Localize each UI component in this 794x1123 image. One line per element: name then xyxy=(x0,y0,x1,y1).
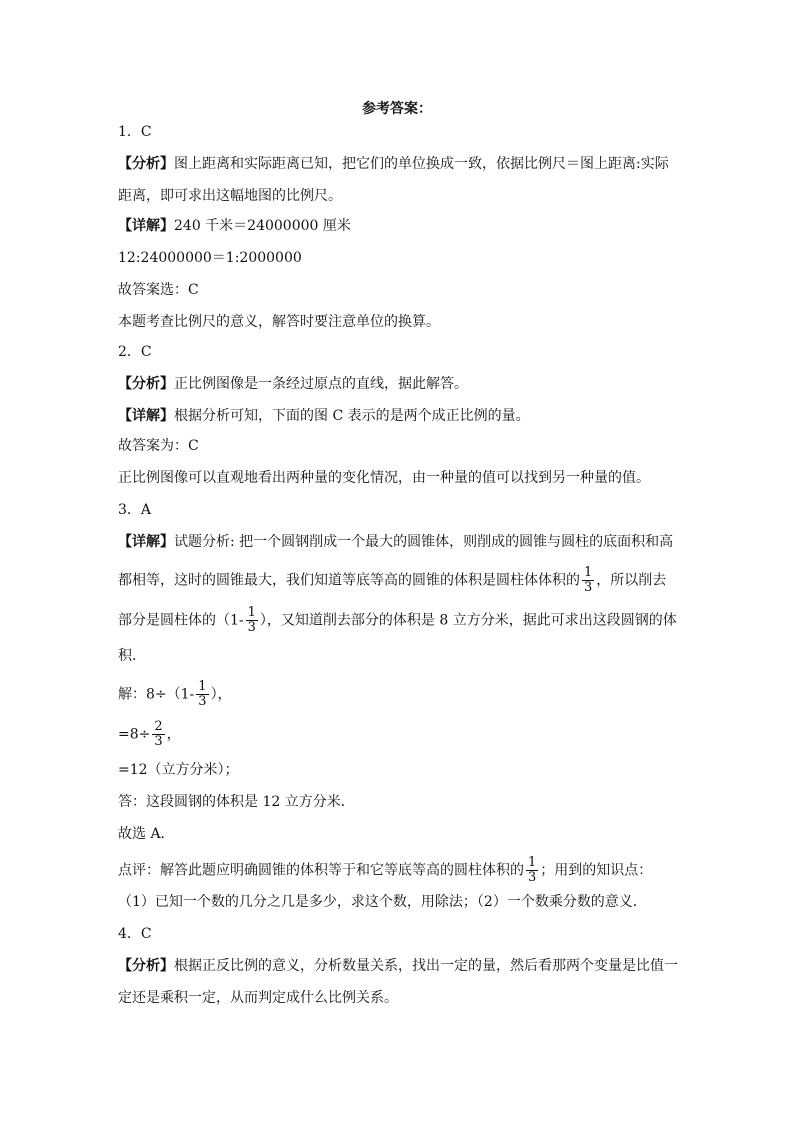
analysis-text: 正比例图像是一条经过原点的直线，据此解答。 xyxy=(174,376,468,392)
text-segment: 都相等，这时的圆锥最大，我们知道等底等高的圆锥的体积是圆柱体体积的 xyxy=(118,572,580,589)
q2-answer: 故答案为：C xyxy=(118,438,199,454)
detail-text: 根据分析可知，下面的图 C 表示的是两个成正比例的量。 xyxy=(174,408,530,424)
detail-text: 试题分析: 把一个圆钢削成一个最大的圆锥体，则削成的圆锥与圆柱的底面积和高 xyxy=(174,534,674,550)
analysis-tag: 【分析】 xyxy=(118,958,174,974)
fraction-numerator: 1 xyxy=(584,565,593,580)
fraction xyxy=(582,566,594,595)
fraction xyxy=(196,680,208,709)
fraction-denominator: 3 xyxy=(154,734,163,749)
fraction-denominator: 3 xyxy=(247,620,256,635)
text-segment: ）， xyxy=(210,686,232,703)
analysis-text: 图上距离和实际距离已知，把它们的单位换成一致，依据比例尺＝图上距离:实际 xyxy=(174,156,669,172)
q1-number: 1．C xyxy=(118,124,152,140)
q3-detail-line-2 xyxy=(118,566,666,595)
detail-tag: 【详解】 xyxy=(118,534,174,550)
q1-analysis-line-1 xyxy=(118,154,669,174)
fraction xyxy=(526,856,538,885)
q3-detail-line-1 xyxy=(118,532,673,552)
fraction-denominator: 3 xyxy=(584,580,593,595)
detail-text: 240 千米＝24000000 厘米 xyxy=(174,218,351,234)
q2-note: 正比例图像可以直观地看出两种量的变化情况，由一种量的值可以找到另一种量的值。 xyxy=(118,470,650,486)
fraction-numerator: 1 xyxy=(247,605,256,620)
detail-tag: 【详解】 xyxy=(118,218,174,234)
q1-analysis-line-2: 距离，即可求出这幅地图的比例尺。 xyxy=(118,188,342,204)
text-segment: ），又知道削去部分的体积是 8 立方分米，据此可求出这段圆钢的体 xyxy=(259,612,677,629)
q2-number: 2．C xyxy=(118,344,152,360)
q4-analysis-line-1 xyxy=(118,956,678,976)
q3-solution-line-1 xyxy=(118,680,232,709)
page-title: 参考答案： xyxy=(362,101,432,117)
q3-number: 3．A xyxy=(118,502,152,518)
fraction xyxy=(246,606,258,635)
q3-solution-line-2 xyxy=(118,720,181,749)
q3-comment-line-1 xyxy=(118,856,652,885)
text-segment: 解：8÷（1- xyxy=(118,686,195,703)
q3-detail-line-4: 积． xyxy=(118,648,146,664)
analysis-text: 根据正反比例的意义，分析数量关系，找出一定的量，然后看那两个变量是比值一 xyxy=(174,958,678,974)
q3-answer: 答：这段圆钢的体积是 12 立方分米． xyxy=(118,794,355,810)
q3-detail-line-3 xyxy=(118,606,677,635)
q1-note: 本题考查比例尺的意义，解答时要注意单位的换算。 xyxy=(118,314,440,330)
q2-analysis-line-1 xyxy=(118,374,468,394)
q3-choice: 故选 A． xyxy=(118,826,175,842)
analysis-tag: 【分析】 xyxy=(118,156,174,172)
q3-comment-line-2: （1）已知一个数的几分之几是多少，求这个数，用除法；（2）一个数乘分数的意义． xyxy=(118,894,647,910)
q1-detail-line-2: 12:24000000＝1:2000000 xyxy=(118,250,302,266)
fraction-numerator: 1 xyxy=(528,855,537,870)
analysis-tag: 【分析】 xyxy=(118,376,174,392)
q1-detail-line-1 xyxy=(118,216,351,236)
fraction-denominator: 3 xyxy=(198,694,207,709)
fraction-numerator: 2 xyxy=(154,719,163,734)
text-segment: 部分是圆柱体的（1- xyxy=(118,612,244,629)
text-segment: ，所以削去 xyxy=(596,572,667,589)
detail-tag: 【详解】 xyxy=(118,408,174,424)
q2-detail-line-1 xyxy=(118,406,530,426)
text-segment: 点评：解答此题应明确圆锥的体积等于和它等底等高的圆柱体积的 xyxy=(118,862,524,879)
text-segment: ；用到的知识点： xyxy=(540,862,653,879)
q4-number: 4．C xyxy=(118,926,152,942)
text-segment: =8÷ xyxy=(118,726,151,743)
text-segment: ， xyxy=(166,726,181,743)
fraction-numerator: 1 xyxy=(198,679,207,694)
fraction-denominator: 3 xyxy=(528,870,537,885)
q3-solution-line-3: =12（立方分米）； xyxy=(118,762,239,778)
q1-answer: 故答案选：C xyxy=(118,282,199,298)
fraction xyxy=(152,720,164,749)
q4-analysis-line-2: 定还是乘积一定，从而判定成什么比例关系。 xyxy=(118,990,398,1006)
